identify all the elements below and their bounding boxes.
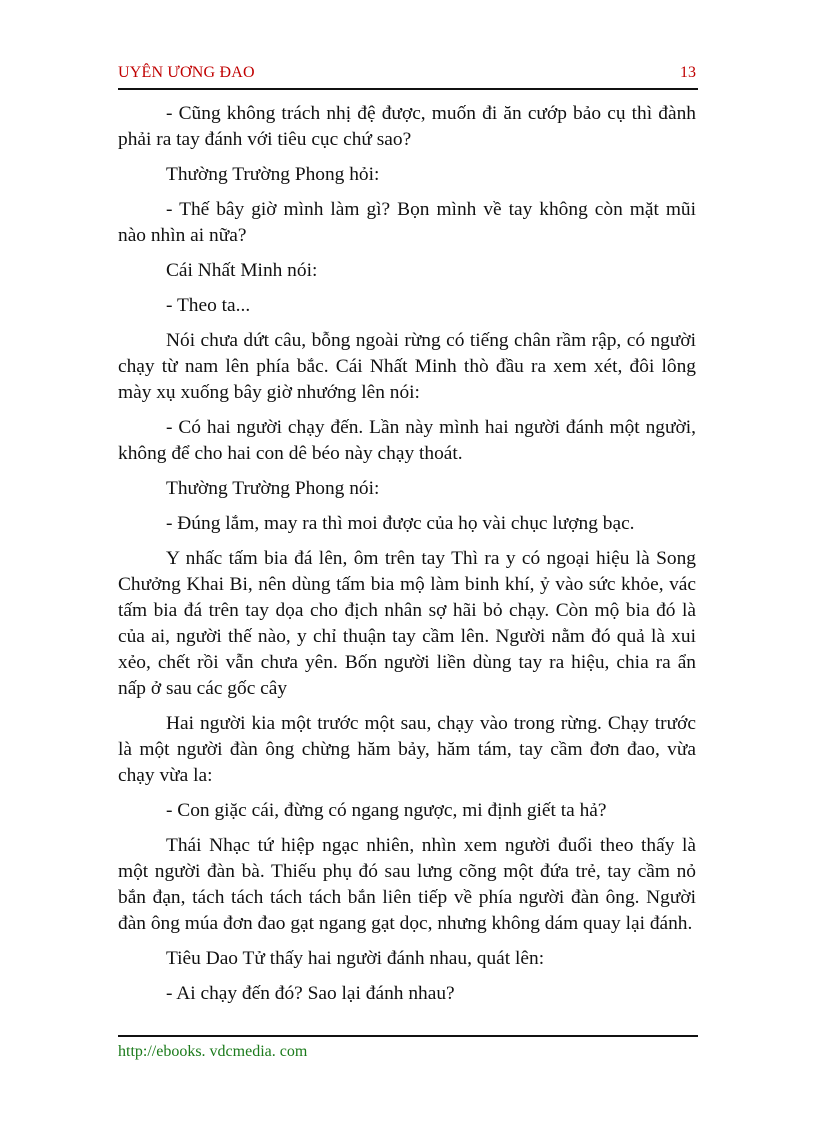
- paragraph: Nói chưa dứt câu, bỗng ngoài rừng có tiếng chân rầm rập, có người chạy từ nam lên phía bắc. Cái Nhất Minh thò đầu ra xem xét, đôi lông mày xụ xuống bây giờ nhướng lên nói:: [118, 330, 696, 403]
- page-number: 13: [680, 64, 696, 81]
- paragraph: Thường Trường Phong hỏi:: [166, 164, 380, 185]
- page-header: [118, 62, 698, 90]
- book-title: UYÊN ƯƠNG ĐAO: [118, 64, 255, 81]
- page-body: [118, 101, 696, 1016]
- footer-divider: [118, 1035, 698, 1037]
- paragraph: - Cũng không trách nhị đệ được, muốn đi ăn cướp bảo cụ thì đành phải ra tay đánh với tiêu cục chứ sao?: [118, 103, 696, 150]
- paragraph: - Theo ta...: [166, 295, 251, 316]
- footer-link[interactable]: http://ebooks. vdcmedia. com: [118, 1043, 308, 1060]
- paragraph: - Có hai người chạy đến. Lần này mình hai người đánh một người, không để cho hai con dê béo này chạy thoát.: [118, 417, 696, 464]
- paragraph: Hai người kia một trước một sau, chạy vào trong rừng. Chạy trước là một người đàn ông chừng hăm bảy, hăm tám, tay cầm đơn đao, vừa chạy vừa la:: [118, 713, 696, 786]
- paragraph: Cái Nhất Minh nói:: [166, 260, 318, 281]
- paragraph: - Ai chạy đến đó? Sao lại đánh nhau?: [166, 983, 455, 1004]
- paragraph: - Thế bây giờ mình làm gì? Bọn mình về tay không còn mặt mũi nào nhìn ai nữa?: [118, 199, 696, 246]
- paragraph: - Đúng lắm, may ra thì moi được của họ vài chục lượng bạc.: [166, 513, 635, 534]
- paragraph: Thường Trường Phong nói:: [166, 478, 380, 499]
- paragraph: Thái Nhạc tứ hiệp ngạc nhiên, nhìn xem người đuổi theo thấy là một người đàn bà. Thiếu phụ đó sau lưng cõng một đứa trẻ, tay cầm nỏ bắn đạn, tách tách tách tách bắn liên tiếp về phía người đàn ông. Người đàn ông múa đơn đao gạt ngang gạt dọc, nhưng không dám quay lại đánh.: [118, 835, 696, 934]
- paragraph: Y nhấc tấm bia đá lên, ôm trên tay Thì ra y có ngoại hiệu là Song Chưởng Khai Bi, nên dùng tấm bia mộ làm binh khí, ỷ vào sức khỏe, vác tấm bia đá trên tay dọa cho địch nhân sợ hãi bỏ chạy. Còn mộ bia đó là của ai, người thế nào, y chỉ thuận tay cầm lên. Người nằm đó quả là xui xẻo, chết rồi vẫn chưa yên. Bốn người liền dùng tay ra hiệu, chia ra ẩn nấp ở sau các gốc cây: [118, 548, 696, 699]
- paragraph: - Con giặc cái, đừng có ngang ngược, mi định giết ta hả?: [166, 800, 607, 821]
- paragraph: Tiêu Dao Tử thấy hai người đánh nhau, quát lên:: [166, 948, 545, 969]
